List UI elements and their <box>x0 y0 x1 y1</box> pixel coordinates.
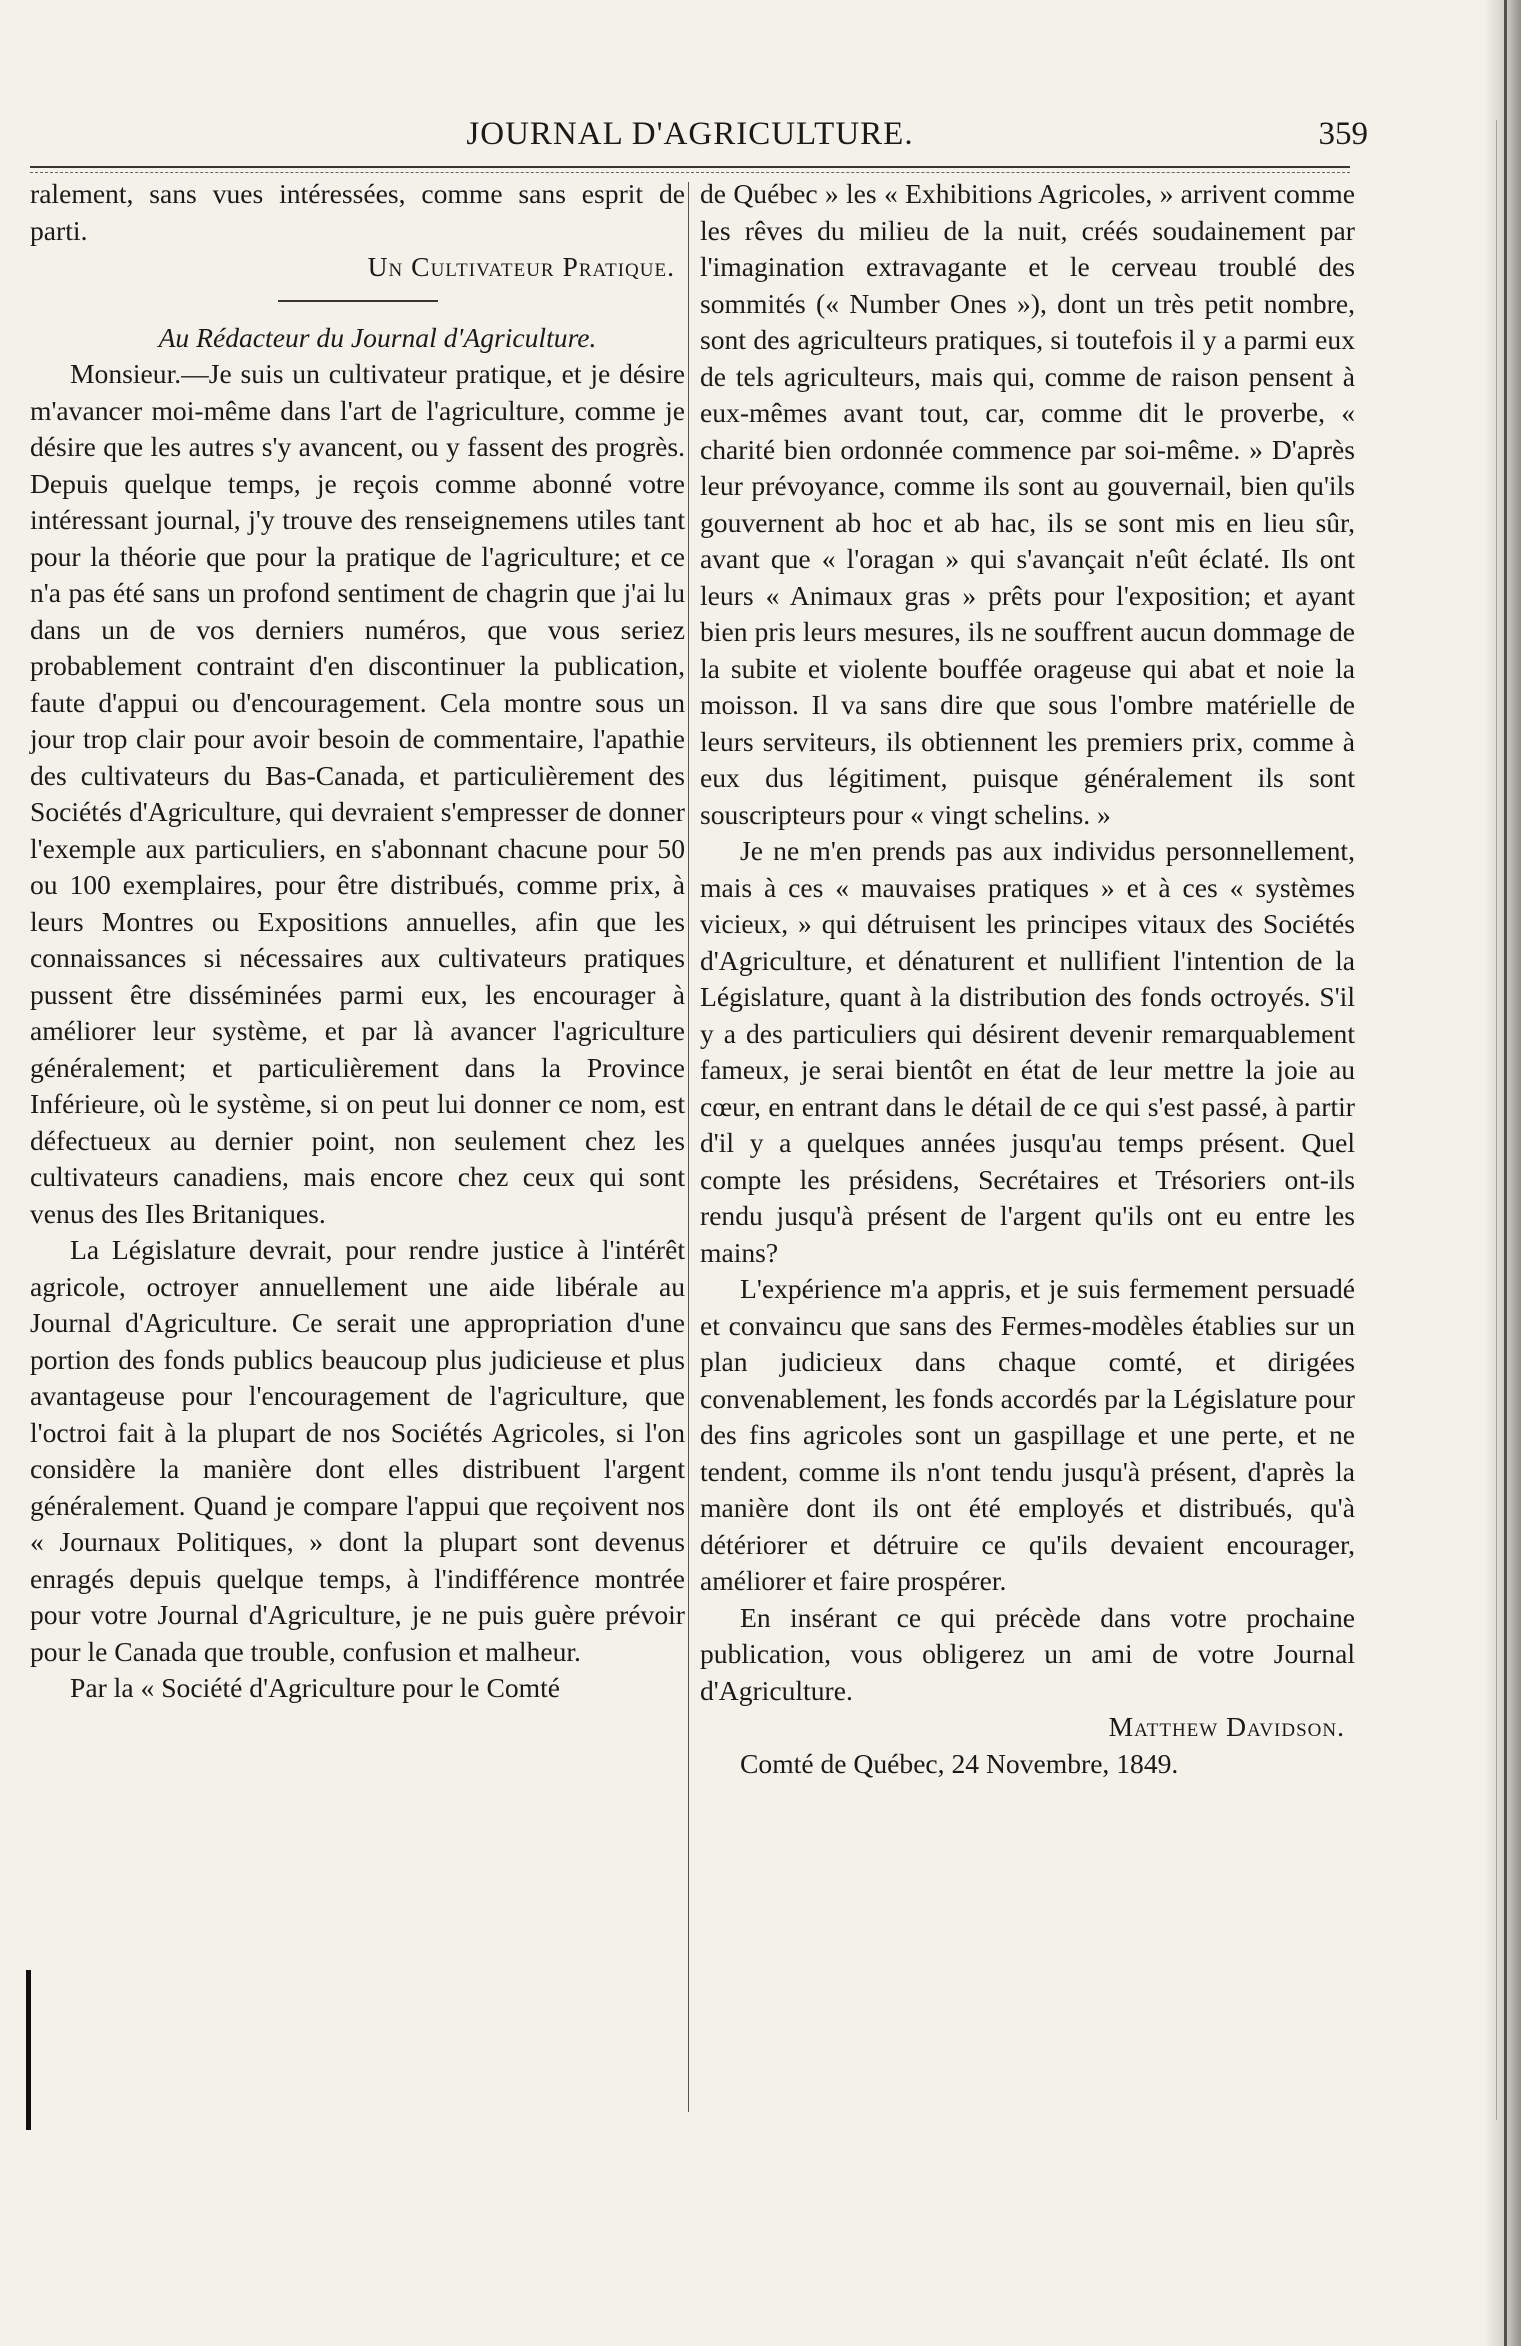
right-paragraph-1: de Québec » les « Exhibitions Agricoles, » arrivent comme les rêves du milieu de la nuit, créés soudainement par l'imagination extravagante et le cerveau troublé des sommités (« Number Ones »), dont un très petit nombre, sont des agriculteurs pratiques, si toutefois il y a parmi eux de tels agriculteurs, mais qui, comme de raison pensent à eux-mêmes avant tout, car, comme dit le proverbe, « charité bien ordonnée commence par soi-même. » D'après leur prévoyance, comme ils sont au gouvernail, bien qu'ils gouvernent ab hoc et ab hac, ils se sont mis en lieu sûr, avant que « l'oragan » qui s'avançait n'eût éclaté. Ils ont leurs « Animaux gras » prêts pour l'exposition; et ayant bien pris leurs mesures, ils ne souffrent aucun dommage de la subite et violente bouffée orageuse qui abat et noie la moisson. Il va sans dire que sous l'ombre matérielle de leurs serviteurs, ils obtiennent les premiers prix, comme à eux dus légitiment, puisque généralement ils sont souscripteurs pour « vingt schelins. » <box>700 178 1355 830</box>
left-column <box>30 176 685 1707</box>
section-rule <box>278 300 438 302</box>
right-column <box>700 176 1355 1782</box>
right-paragraph-3: L'expérience m'a appris, et je suis fermement persuadé et convaincu que sans des Fermes-modèles établies sur un plan judicieux dans chaque comté, et dirigées convenablement, les fonds accordés par la Législature pour des fins agricoles sont un gaspillage et une perte, et ne tendent, comme ils n'ont tendu jusqu'à présent, d'après la manière dont ils ont été employés et distribués, qu'à détériorer et détruire ce qu'ils devaient encourager, améliorer et faire prospérer. <box>700 1273 1355 1596</box>
page-number: 359 <box>1318 116 1368 152</box>
page-edge-shadow <box>1485 0 1521 2346</box>
signature-davidson: Matthew Davidson. <box>1108 1711 1345 1742</box>
column-divider <box>688 182 689 2112</box>
right-paragraph-4: En insérant ce qui précède dans votre prochaine publication, vous obligerez un ami de votre Journal d'Agriculture. <box>700 1601 1355 1706</box>
running-header <box>30 114 1368 160</box>
letter-paragraph-3: Par la « Société d'Agriculture pour le Comté <box>70 1672 561 1703</box>
dateline: Comté de Québec, 24 Novembre, 1849. <box>740 1747 1179 1779</box>
page-edge-line <box>1504 0 1507 2346</box>
page-edge-line-faint <box>1496 120 1497 2120</box>
margin-mark <box>26 1970 31 2130</box>
right-paragraph-2: Je ne m'en prends pas aux individus personnellement, mais à ces « mauvaises pratiques » et à ces « systèmes vicieux, » qui détruisent les principes vitaux des Sociétés d'Agriculture, et dénaturent et nullifient l'intention de la Législature, quant à la distribution des fonds octroyés. S'il y a des particuliers qui désirent devenir remarquablement fameux, je serai bientôt en état de leur mettre la joie au cœur, en entrant dans le détail de ce qui s'est passé, à partir d'il y a quelques années jusqu'au temps présent. Quel compte les présidens, Secrétaires et Trésoriers ont-ils rendu jusqu'à présent de l'argent qu'ils ont eu entre les mains? <box>700 835 1355 1268</box>
header-rule <box>30 166 1350 168</box>
signature-cultivateur: Un Cultivateur Pratique. <box>367 251 675 282</box>
letter-heading: Au Rédacteur du Journal d'Agriculture. <box>158 321 597 353</box>
letter-paragraph-2: La Législature devrait, pour rendre justice à l'intérêt agricole, octroyer annuellement une aide libérale au Journal d'Agriculture. Ce serait une appropriation d'une portion des fonds publics beaucoup plus judicieuse et plus avantageuse pour l'encouragement de l'agriculture, que l'octroi fait à la plupart de nos Sociétés Agricoles, si l'on considère la manière dont elles distribuent l'argent généralement. Quand je compare l'appui que reçoivent nos « Journaux Politiques, » dont la plupart sont devenus enragés depuis quelque temps, à l'indifférence montrée pour votre Journal d'Agriculture, je ne puis guère prévoir pour le Canada que trouble, confusion et malheur. <box>30 1234 685 1667</box>
header-rule-dashed <box>30 172 1350 173</box>
journal-title: JOURNAL D'AGRICULTURE. <box>466 116 914 152</box>
letter-paragraph-1: Monsieur.—Je suis un cultivateur pratique, et je désire m'avancer moi-même dans l'art de l'agriculture, comme je désire que les autres s'y avancent, ou y fassent des progrès. Depuis quelque temps, je reçois comme abonné votre intéressant journal, j'y trouve des renseignemens utiles tant pour la théorie que pour la pratique de l'agriculture; et ce n'a pas été sans un profond sentiment de chagrin que j'ai lu dans un de vos derniers numéros, que vous seriez probablement contraint d'en discontinuer la publication, faute d'appui ou d'encouragement. Cela montre sous un jour trop clair pour avoir besoin de commentaire, l'apathie des cultivateurs du Bas-Canada, et particulièrement des Sociétés d'Agriculture, qui devraient s'empresser de donner l'exemple aux particuliers, en s'abonnant chacune pour 50 ou 100 exemplaires, pour être distribués, comme prix, à leurs Montres ou Expositions annuelles, afin que les connaissances si nécessaires aux cultivateurs pratiques pussent être disséminées parmi eux, les encourager à améliorer leur système, et par là avancer l'agriculture généralement; et particulièrement dans la Province Inférieure, où le système, si on peut lui donner ce nom, est défectueux au dernier point, non seulement chez les cultivateurs canadiens, mais encore chez ceux qui sont venus des Iles Britaniques. <box>30 358 685 1229</box>
continued-paragraph: ralement, sans vues intéressées, comme sans esprit de parti. <box>30 178 685 246</box>
